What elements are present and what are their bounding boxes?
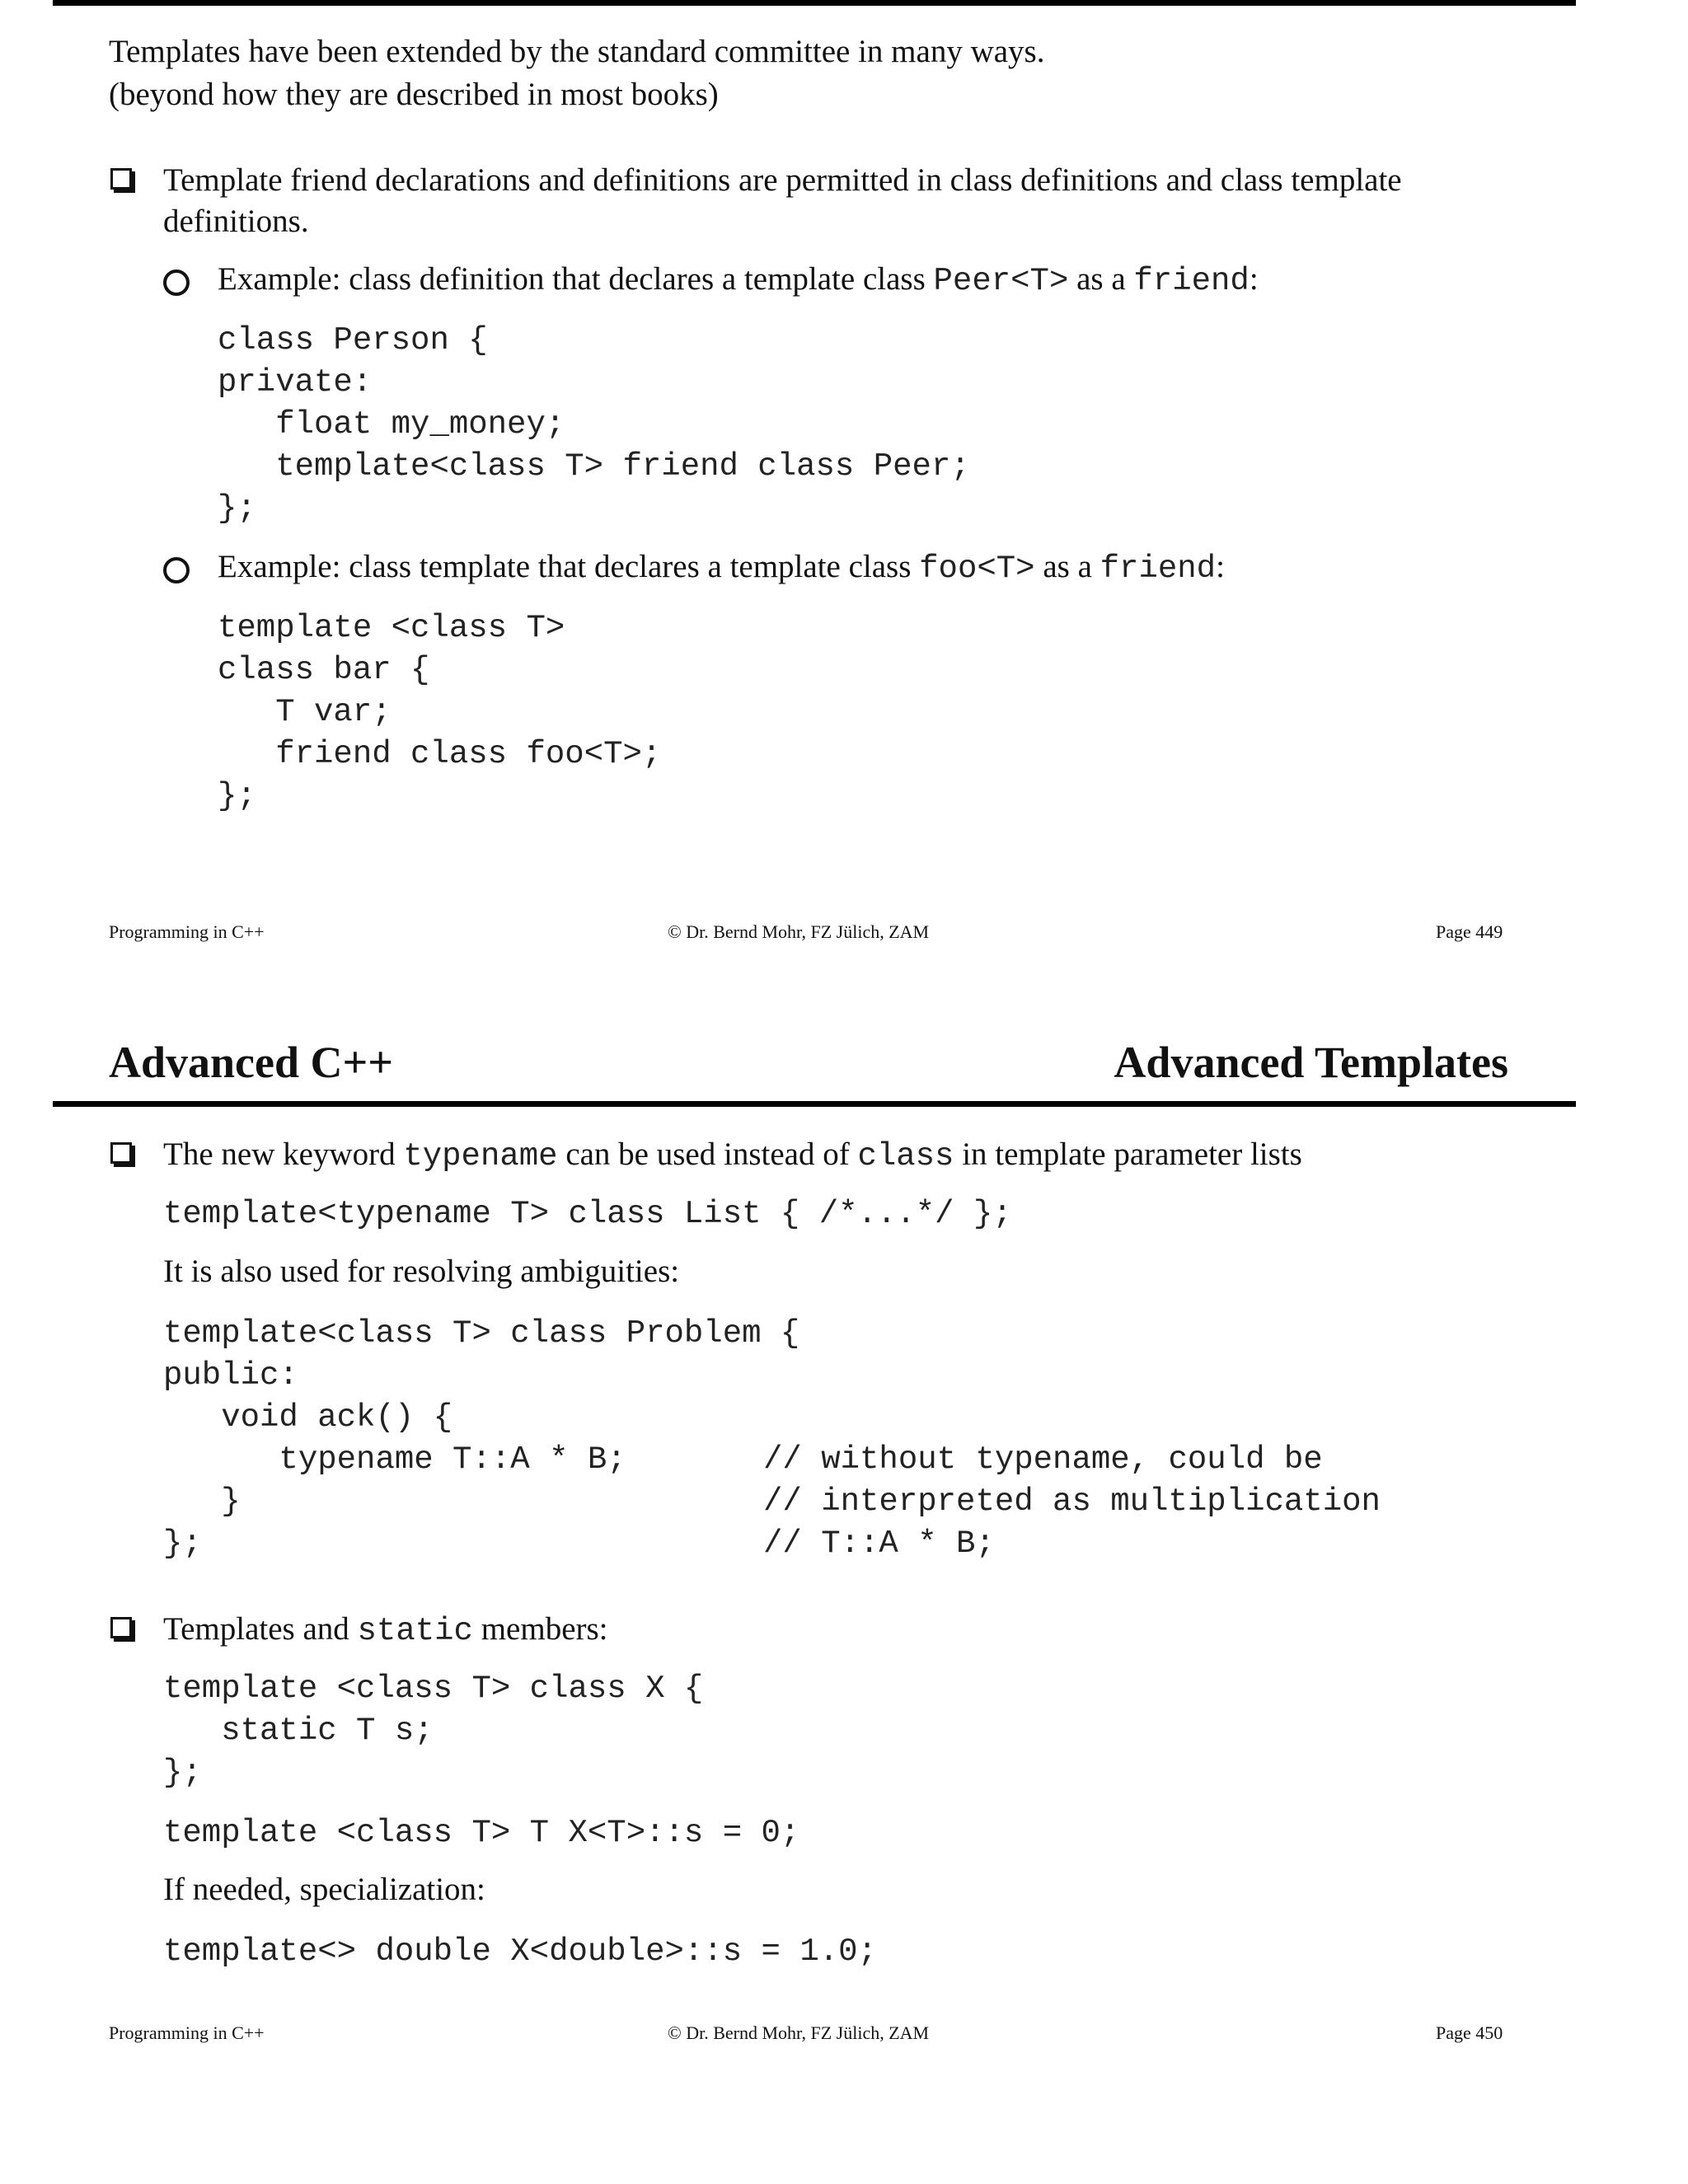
example-2-middle: as a bbox=[1034, 549, 1100, 584]
code-specialization: template<> double X<double>::s = 1.0; bbox=[163, 1933, 877, 1970]
code-comments-block: // without typename, could be // interpreted as multiplication // T::A * B; bbox=[763, 1441, 1381, 1562]
slide-title-left: Advanced C++ bbox=[109, 1038, 394, 1087]
example-1-suffix: : bbox=[1249, 261, 1259, 297]
bullet-typename-text bbox=[163, 1136, 1302, 1174]
example-1-text bbox=[218, 260, 1259, 299]
code-block-person: class Person { private: float my_money; template<class T> friend class Peer; }; bbox=[218, 322, 970, 527]
intro-line-2: (beyond how they are described in most books) bbox=[109, 77, 719, 112]
title-rule bbox=[53, 1101, 1576, 1107]
bullet-class-code: class bbox=[857, 1138, 954, 1174]
bullet-typename-middle: can be used instead of bbox=[557, 1137, 858, 1172]
bullet-typename-prefix: The new keyword bbox=[163, 1137, 404, 1172]
example-1-prefix: Example: class definition that declares a template class bbox=[218, 261, 934, 297]
example-1-middle: as a bbox=[1068, 261, 1134, 297]
bullet-friend-line-1: Template friend declarations and definitions are permitted in class definitions and class template bbox=[163, 162, 1402, 198]
example-2-suffix: : bbox=[1216, 549, 1225, 584]
specialization-text: If needed, specialization: bbox=[163, 1872, 485, 1907]
footer-left: Programming in C++ bbox=[109, 2022, 265, 2043]
circle-bullet-icon bbox=[163, 269, 190, 296]
code-problem-block: template<class T> class Problem { public: void ack() { typename T::A * B; } }; bbox=[163, 1315, 800, 1562]
bullet-typename-code: typename bbox=[403, 1138, 558, 1174]
bullet-static-text bbox=[163, 1610, 608, 1649]
example-2-code-friend: friend bbox=[1100, 551, 1217, 587]
square-bullet-icon bbox=[110, 1617, 132, 1638]
example-1-code-peer: Peer<T> bbox=[933, 263, 1069, 299]
ambiguity-text: It is also used for resolving ambiguities: bbox=[163, 1254, 680, 1289]
code-block-bar: template <class T> class bar { T var; friend class foo<T>; }; bbox=[218, 610, 662, 814]
bullet-static-prefix: Templates and bbox=[163, 1611, 358, 1647]
example-2-prefix: Example: class template that declares a template class bbox=[218, 549, 920, 584]
square-bullet-icon bbox=[110, 1142, 132, 1164]
bullet-static-code: static bbox=[357, 1613, 473, 1649]
bullet-typename-suffix: in template parameter lists bbox=[954, 1137, 1302, 1172]
bullet-friend-line-2: definitions. bbox=[163, 204, 309, 239]
footer-center: © Dr. Bernd Mohr, FZ Jülich, ZAM bbox=[668, 921, 930, 942]
slide-title-right: Advanced Templates bbox=[1114, 1038, 1508, 1087]
circle-bullet-icon bbox=[163, 557, 190, 583]
footer-left: Programming in C++ bbox=[109, 921, 265, 942]
intro-line-1: Templates have been extended by the standard committee in many ways. bbox=[109, 34, 1045, 69]
example-2-code-foo: foo<T> bbox=[919, 551, 1035, 587]
code-static-init: template <class T> T X<T>::s = 0; bbox=[163, 1815, 800, 1851]
bullet-static-suffix: members: bbox=[472, 1611, 608, 1647]
code-static-block: template <class T> class X { static T s; }; bbox=[163, 1671, 704, 1791]
square-bullet-icon bbox=[110, 168, 132, 190]
footer-page-number: Page 449 bbox=[1436, 921, 1503, 942]
footer-center: © Dr. Bernd Mohr, FZ Jülich, ZAM bbox=[668, 2022, 930, 2043]
code-list-template: template<typename T> class List { /*...*/ }; bbox=[163, 1196, 1012, 1232]
example-1-code-friend: friend bbox=[1133, 263, 1250, 299]
example-2-text bbox=[218, 548, 1225, 587]
top-rule bbox=[53, 0, 1576, 6]
footer-page-number: Page 450 bbox=[1436, 2022, 1503, 2043]
